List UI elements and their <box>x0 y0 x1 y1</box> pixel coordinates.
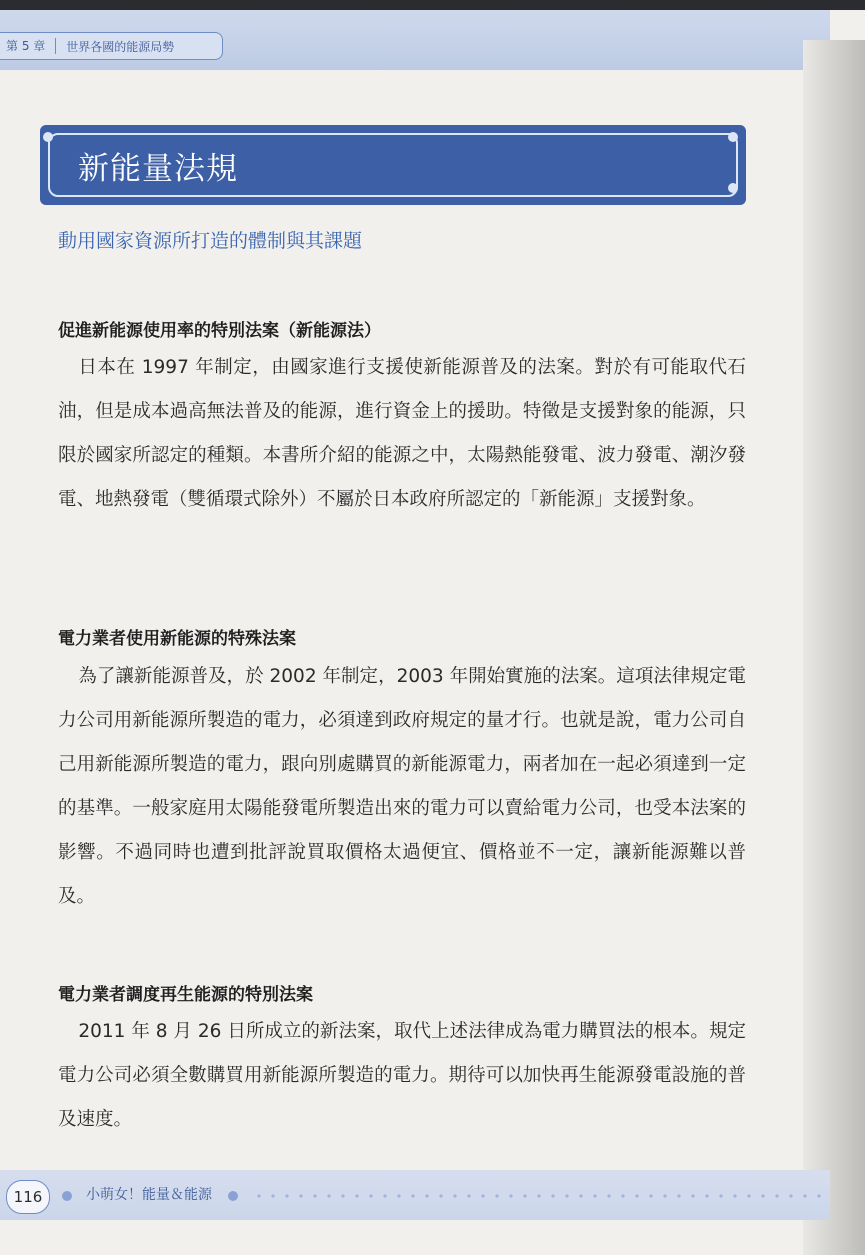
book-title: 小萌女！能量＆能源 <box>86 1187 212 1203</box>
section-body: 為了讓新能源普及，於 2002 年制定，2003 年開始實施的法案。這項法律規定電力公司用新能源所製造的電力，必須達到政府規定的量才行。也就是說，電力公司自己用新能源所製造的電力，跟向別處購買的新能源電力，兩者加在一起必須達到一定的基準。一般家庭用太陽能發電所製造出來的電力可以賣給電力公司，也受本法案的影響。不過同時也遭到批評說買取價格太過便宜、價格並不一定，讓新能源難以普及。 <box>58 666 746 907</box>
subtitle: 動用國家資源所打造的體制與其課題 <box>58 230 363 252</box>
page-number: 116 <box>6 1180 50 1214</box>
chapter-title: 世界各國的能源局勢 <box>66 39 175 54</box>
frame-dot <box>43 132 53 142</box>
footer-dot-icon <box>228 1191 238 1201</box>
frame-dot <box>728 132 738 142</box>
section-title: 新能量法規 <box>78 151 238 187</box>
section-heading: 電力業者使用新能源的特殊法案 <box>58 629 296 649</box>
chapter-number: 第 5 章 <box>0 38 56 54</box>
chapter-tag <box>0 32 223 60</box>
section-heading: 促進新能源使用率的特別法案（新能源法） <box>58 321 381 341</box>
section-body: 日本在 1997 年制定，由國家進行支援使新能源普及的法案。對於有可能取代石油，但是成本過高無法普及的能源，進行資金上的援助。特徵是支援對象的能源，只限於國家所認定的種類。本書所介紹的能源之中，太陽熱能發電、波力發電、潮汐發電、地熱發電（雙循環式除外）不屬於日本政府所認定的「新能源」支援對象。 <box>58 357 746 510</box>
section-title-box <box>40 125 746 205</box>
section-body: 2011 年 8 月 26 日所成立的新法案，取代上述法律成為電力購買法的根本。規定電力公司必須全數購買用新能源所製造的電力。期待可以加快再生能源發電設施的普及速度。 <box>58 1021 746 1130</box>
top-edge <box>0 0 865 10</box>
frame-dot <box>728 183 738 193</box>
footer-dotted-line <box>252 1193 822 1199</box>
footer-dot-icon <box>62 1191 72 1201</box>
page-edge-shadow <box>803 40 865 1255</box>
section-heading: 電力業者調度再生能源的特別法案 <box>58 985 313 1005</box>
